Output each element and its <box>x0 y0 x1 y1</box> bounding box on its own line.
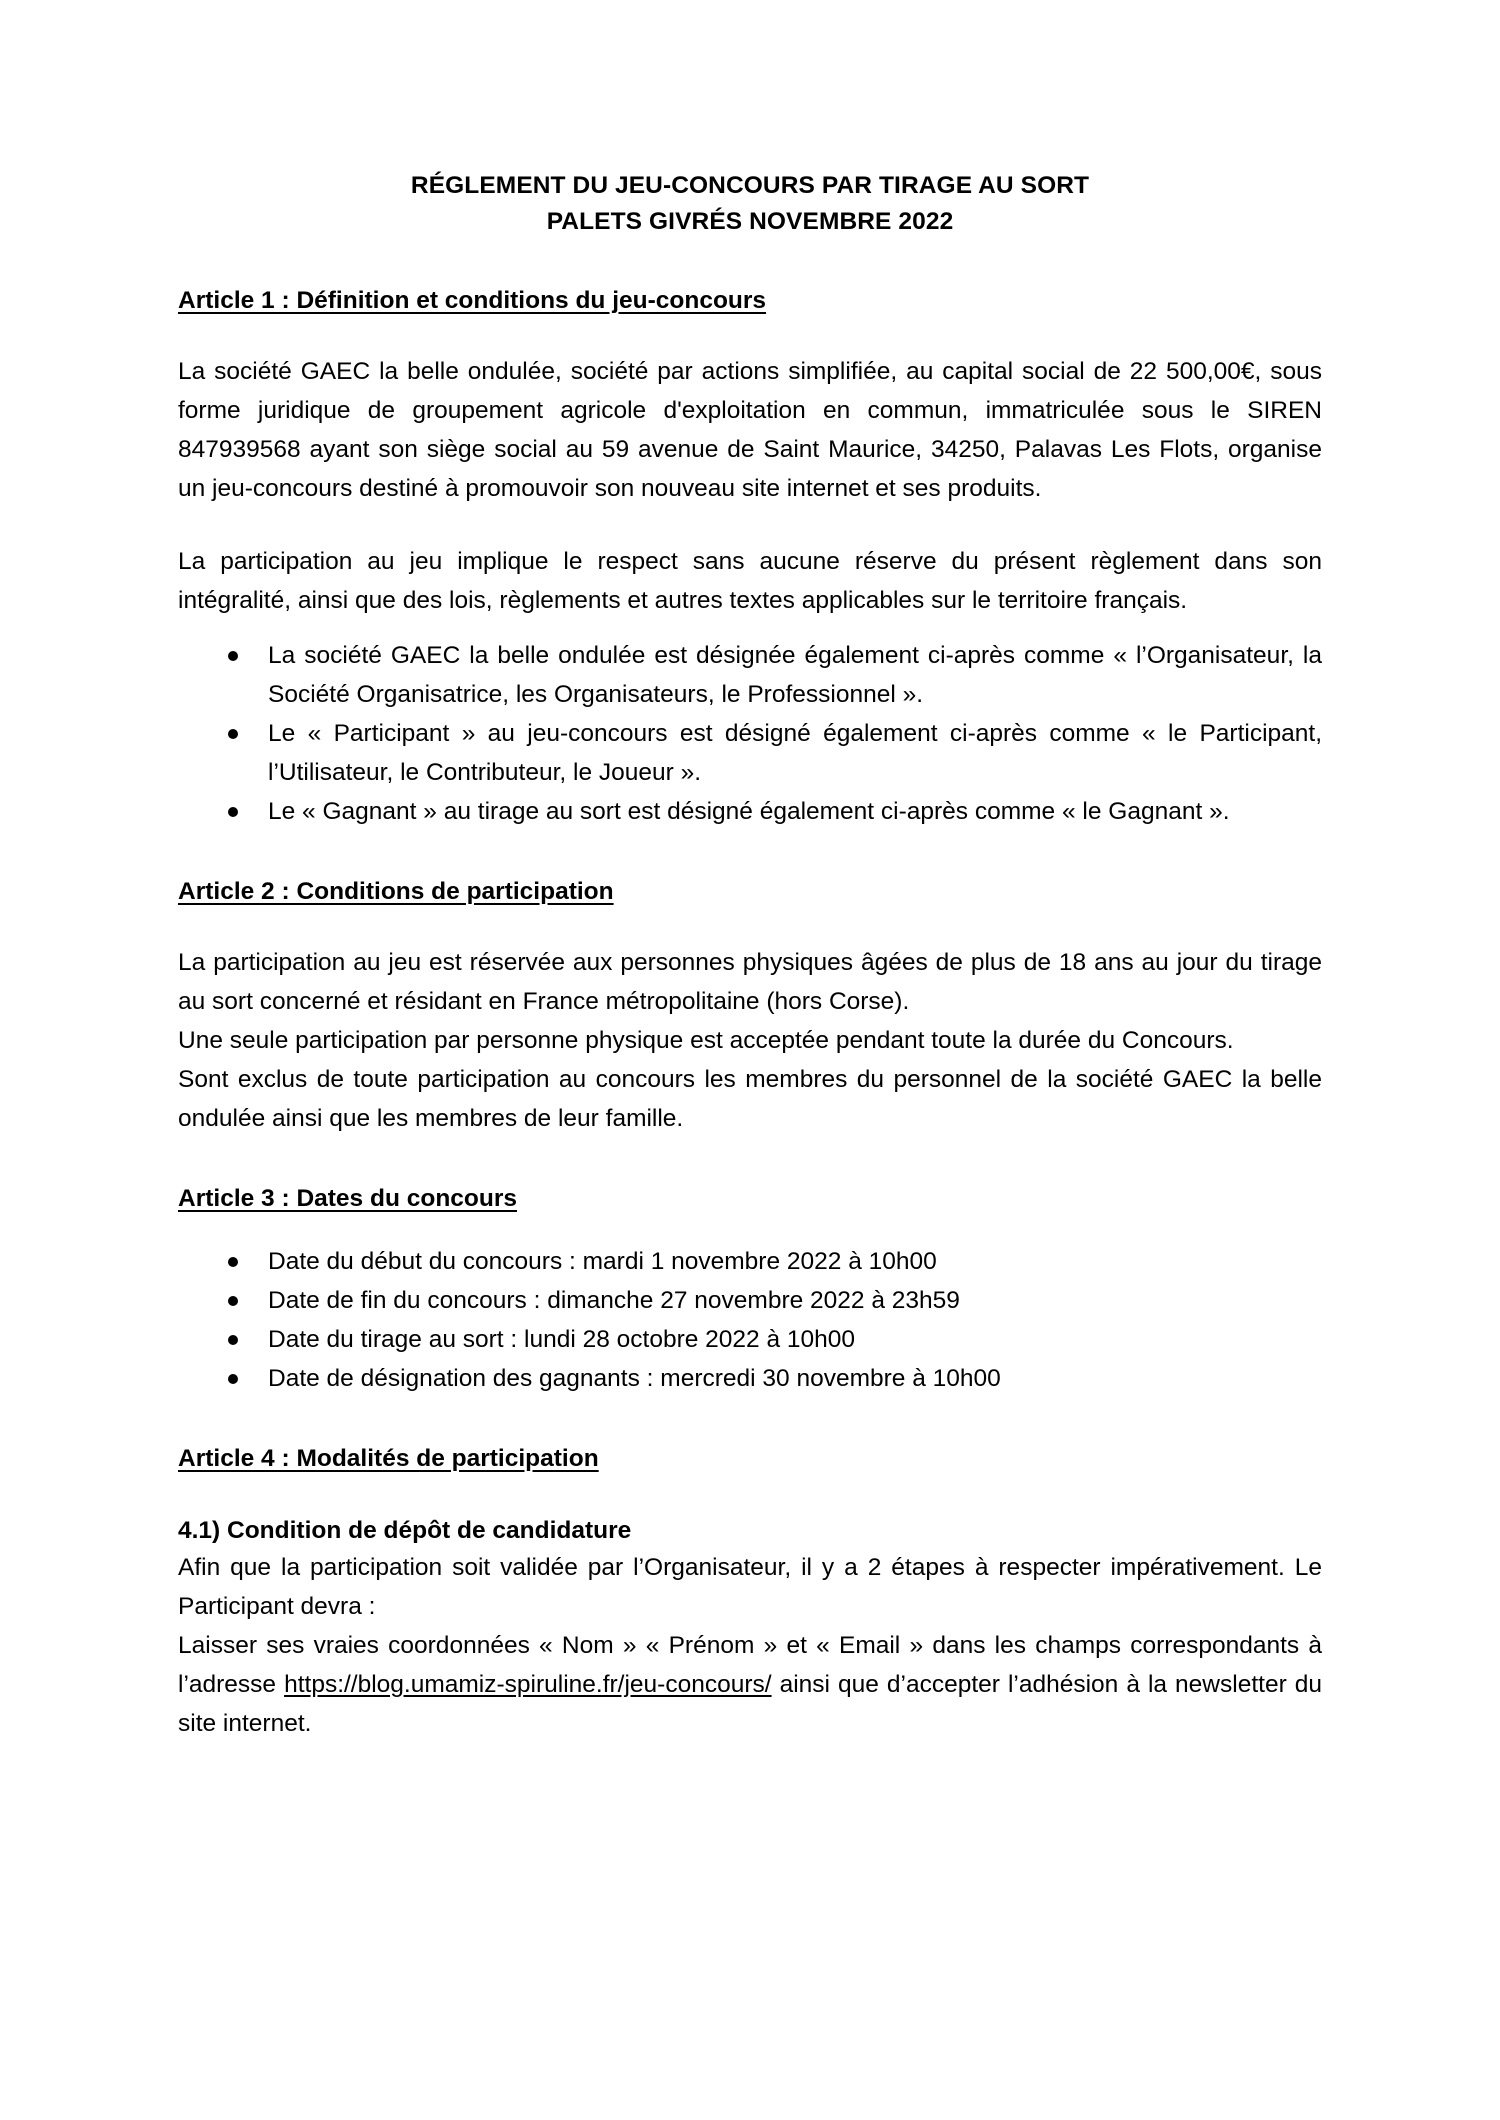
list-item-label: Date de fin du concours : dimanche 27 novembre 2022 à 23h59 <box>268 1287 960 1314</box>
article-4-paragraph-2-pre-link: Laisser ses vraies coordonnées « Nom » « Prénom » et « Email » dans les champs correspondants à l’adresse <box>178 1632 1322 1698</box>
list-item-label: Le « Participant » au jeu-concours est désigné également ci-après comme « le Participant, l’Utilisateur, le Contributeur, le Joueur ». <box>268 720 1322 786</box>
spacer <box>178 1476 1322 1514</box>
list-item-label: Date de désignation des gagnants : mercredi 30 novembre à 10h00 <box>268 1365 1001 1392</box>
article-1-bullet-list <box>178 636 1322 831</box>
article-2-paragraph-3: Sont exclus de toute participation au concours les membres du personnel de la société GAEC la belle ondulée ainsi que les membres de leur famille. <box>178 1066 1322 1132</box>
list-item <box>178 636 1322 714</box>
list-item-label: Date du début du concours : mardi 1 novembre 2022 à 10h00 <box>268 1248 937 1275</box>
document-title-line-1: RÉGLEMENT DU JEU-CONCOURS PAR TIRAGE AU SORT <box>410 172 1090 199</box>
article-3-heading-wrap <box>178 1182 1322 1216</box>
list-item <box>178 714 1322 792</box>
article-4-heading: Article 4 : Modalités de participation <box>178 1445 599 1472</box>
bullet-dot-icon <box>228 1257 238 1267</box>
list-item-label: La société GAEC la belle ondulée est désignée également ci-après comme « l’Organisateur, la Société Organisatrice, les Organisateurs, le Professionnel ». <box>268 642 1322 708</box>
article-3-heading: Article 3 : Dates du concours <box>178 1185 518 1212</box>
jeu-concours-link[interactable]: https://blog.umamiz-spiruline.fr/jeu-concours/ <box>284 1671 772 1698</box>
document-title <box>178 168 1322 240</box>
list-item <box>178 1281 1322 1320</box>
article-1-heading-wrap <box>178 284 1322 318</box>
article-1-paragraph-1: La société GAEC la belle ondulée, société par actions simplifiée, au capital social de 22 500,00€, sous forme juridique de groupement agricole d'exploitation en commun, immatriculée sous le SIREN 847939568 ayant son siège social au 59 avenue de Saint Maurice, 34250, Palavas Les Flots, organise un jeu-concours destiné à promouvoir son nouveau site internet et ses produits. <box>178 358 1322 502</box>
bullet-dot-icon <box>228 1296 238 1306</box>
list-item <box>178 792 1322 831</box>
article-1-paragraph-2: La participation au jeu implique le respect sans aucune réserve du présent règlement dans son intégralité, ainsi que des lois, règlements et autres textes applicables sur le territoire français. <box>178 548 1322 614</box>
list-item <box>178 1320 1322 1359</box>
bullet-dot-icon <box>228 1374 238 1384</box>
article-4-paragraph-2-post-link: ainsi que d’accepter l’adhésion à la newsletter du site internet. <box>178 1671 1322 1737</box>
document-content <box>178 168 1322 1743</box>
list-item <box>178 1359 1322 1398</box>
bullet-dot-icon <box>228 651 238 661</box>
bullet-dot-icon <box>228 729 238 739</box>
article-4-paragraph-1: Afin que la participation soit validée par l’Organisateur, il y a 2 étapes à respecter impérativement. Le Participant devra : <box>178 1554 1322 1620</box>
article-4-1-subheading: 4.1) Condition de dépôt de candidature <box>178 1517 632 1544</box>
bullet-dot-icon <box>228 807 238 817</box>
bullet-dot-icon <box>228 1335 238 1345</box>
article-3-dates-list <box>178 1242 1322 1398</box>
article-1-heading: Article 1 : Définition et conditions du jeu-concours <box>178 287 767 314</box>
article-2-heading: Article 2 : Conditions de participation <box>178 878 614 905</box>
article-2-paragraph-1: La participation au jeu est réservée aux personnes physiques âgées de plus de 18 ans au jour du tirage au sort concerné et résidant en France métropolitaine (hors Corse). <box>178 949 1322 1015</box>
article-4-heading-wrap <box>178 1442 1322 1476</box>
list-item-label: Le « Gagnant » au tirage au sort est désigné également ci-après comme « le Gagnant ». <box>268 798 1230 825</box>
article-4-paragraph-2 <box>178 1626 1322 1743</box>
article-2-heading-wrap <box>178 875 1322 909</box>
list-item-label: Date du tirage au sort : lundi 28 octobre 2022 à 10h00 <box>268 1326 856 1353</box>
article-2-paragraph-2: Une seule participation par personne physique est acceptée pendant toute la durée du Concours. <box>178 1027 1234 1054</box>
document-title-line-2: PALETS GIVRÉS NOVEMBRE 2022 <box>546 208 954 235</box>
list-item <box>178 1242 1322 1281</box>
